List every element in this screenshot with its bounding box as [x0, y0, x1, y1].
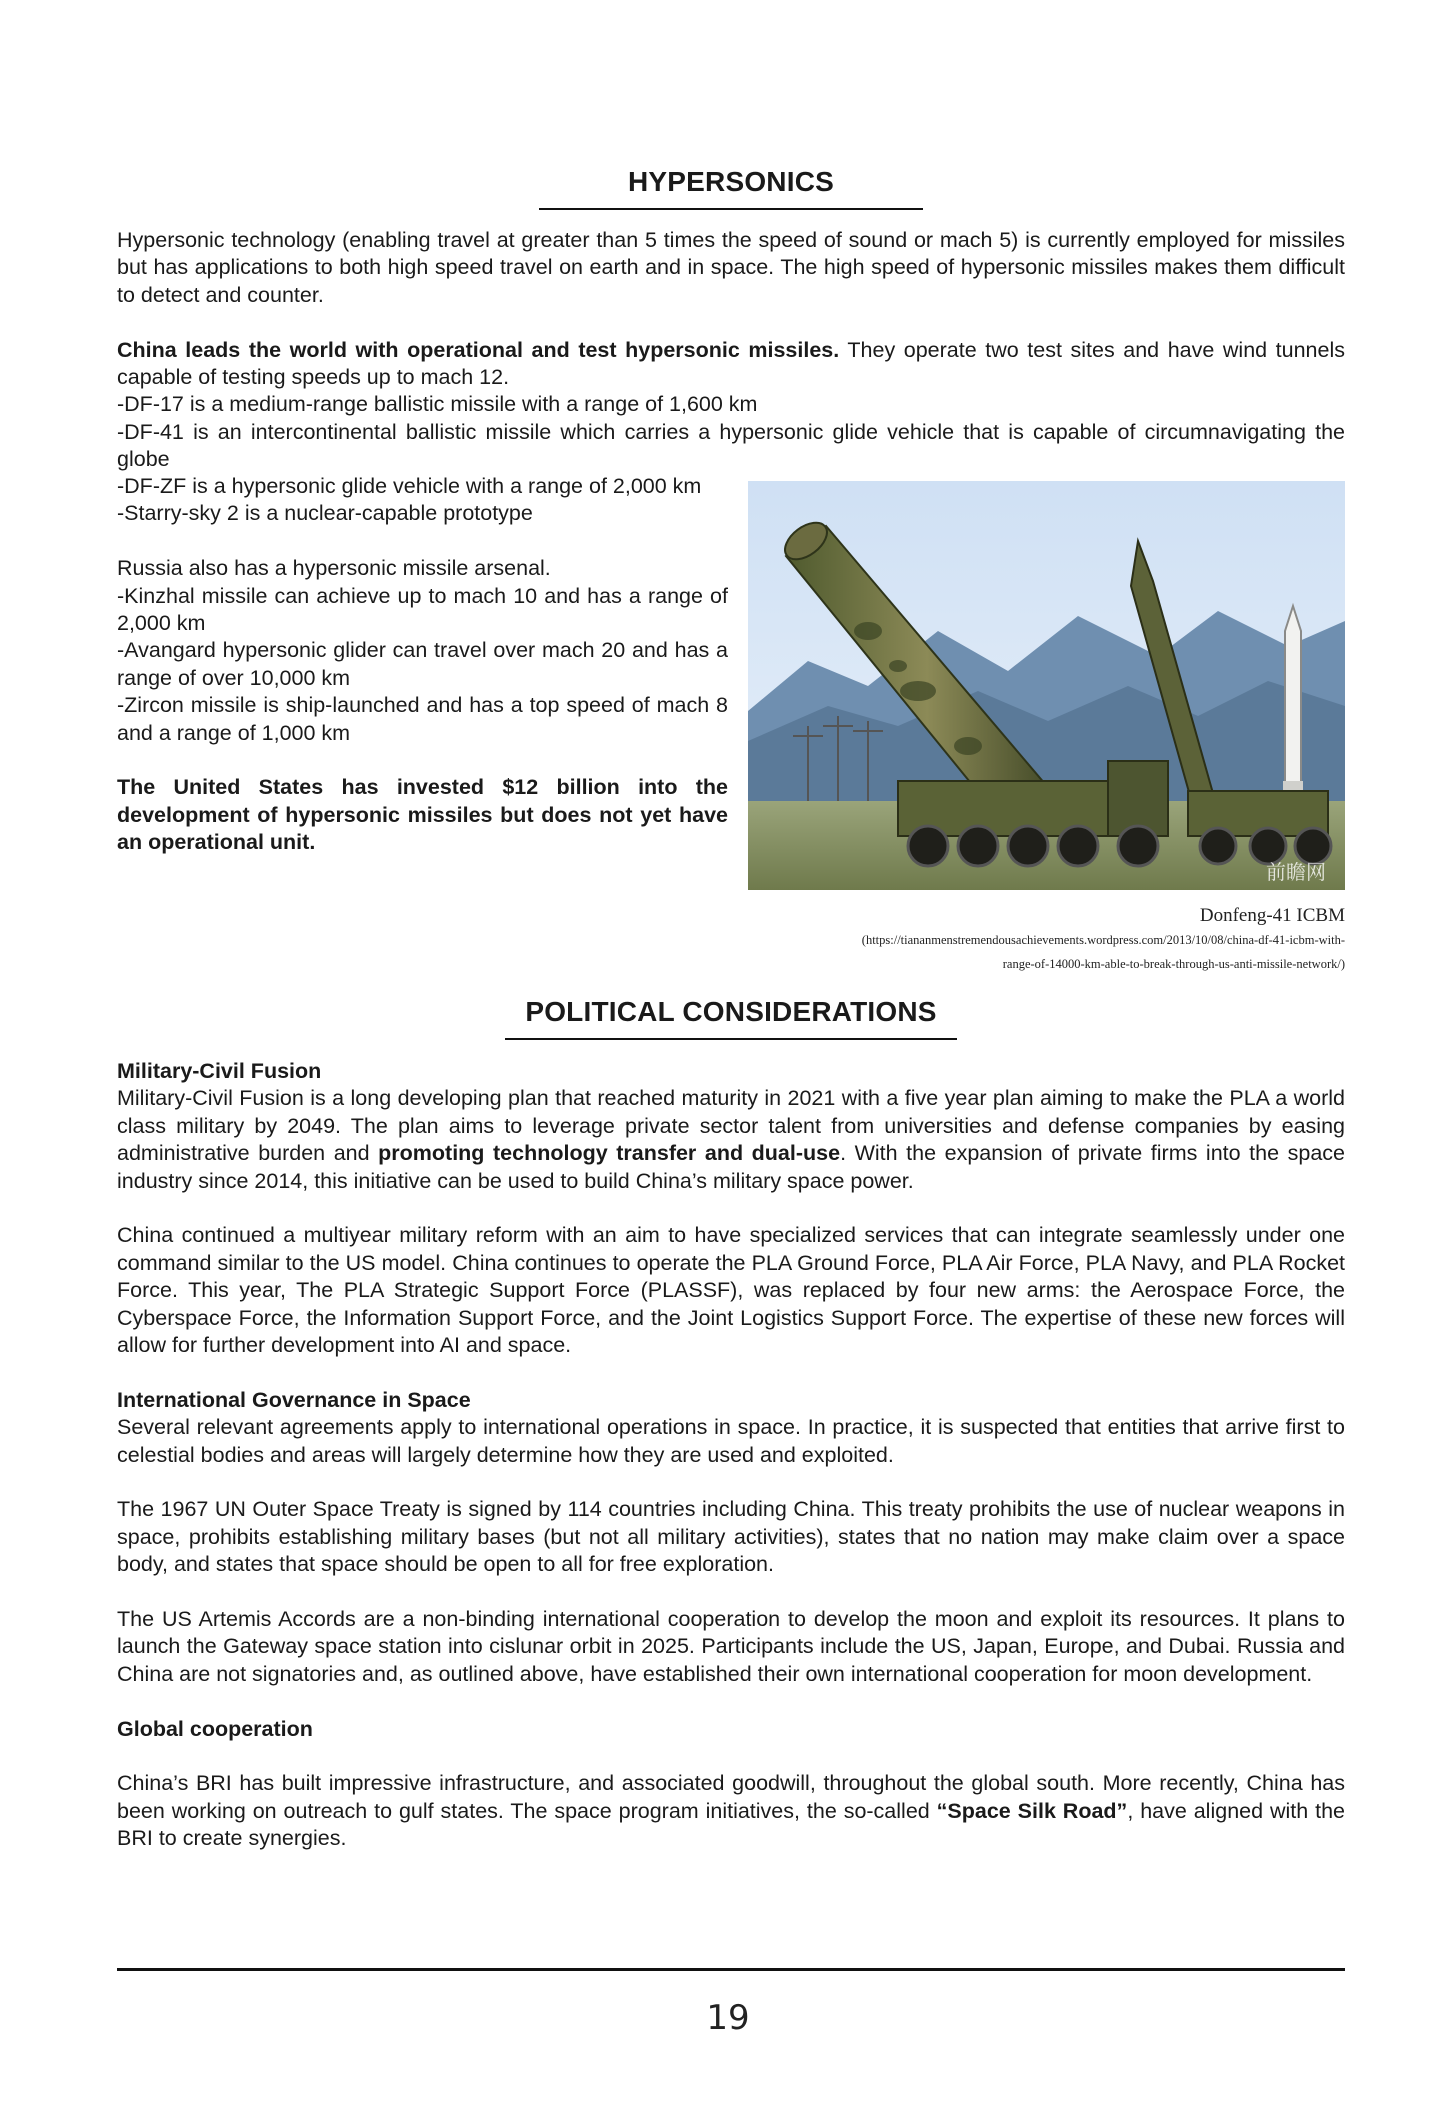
china-hypersonics-paragraph [117, 337, 1345, 392]
photo-source-line-1: (https://tiananmenstremendousachievements.wordpress.com/2013/10/08/china-df-41-icbm-with- [861, 933, 1345, 947]
hypersonics-left-column [117, 473, 728, 857]
photo-caption: Donfeng-41 ICBM [1199, 905, 1345, 926]
russia-item-avangard: -Avangard hypersonic glider can travel over mach 20 and has a range of over 10,000 km [117, 638, 728, 690]
us-hypersonics-bold-text: The United States has invested $12 billion into the development of hypersonic missiles but does not yet have an operational unit. [117, 775, 728, 855]
photo-caption-block [700, 904, 1345, 976]
hypersonics-heading: HYPERSONICS [627, 166, 835, 197]
hypersonics-section-header [117, 166, 1345, 210]
gc-p1-text-b: , have aligned with the BRI to create synergies. [117, 1798, 1345, 1851]
china-lead-details: They operate two test sites and have wind tunnels capable of testing speeds up to mach 12. [117, 337, 1345, 390]
igs-subheading: International Governance in Space [117, 1387, 471, 1412]
hypersonics-heading-underline [539, 208, 923, 210]
mcf-subheading: Military-Civil Fusion [117, 1059, 322, 1083]
china-item-starry-sky: -Starry-sky 2 is a nuclear-capable prototype [117, 501, 533, 526]
hypersonics-intro-paragraph: Hypersonic technology (enabling travel at greater than 5 times the speed of sound or mach 5) is currently employed for missiles but has applications to both high speed travel on earth and in space. The high speed of hypersonic missiles makes them difficult to detect and counter. [117, 228, 1345, 307]
photo-source-line-2: range-of-14000-km-able-to-break-through-us-anti-missile-network/) [1002, 957, 1345, 971]
political-heading-underline [505, 1038, 957, 1040]
russia-item-zircon: -Zircon missile is ship-launched and has a top speed of mach 8 and a range of 1,000 km [117, 693, 728, 745]
russia-item-kinzhal: -Kinzhal missile can achieve up to mach 10 and has a range of 2,000 km [117, 583, 728, 636]
china-lead-statement: China leads the world with operational and test hypersonic missiles. [117, 337, 840, 362]
mcf-p1-text-b: . With the expansion of private firms into the space industry since 2014, this initiative can be used to build China’s military space power. [117, 1141, 1345, 1193]
gc-p1-text-a: China’s BRI has built impressive infrastructure, and associated goodwill, throughout the global south. More recently, China has been working on outreach to gulf states. The space program initiatives, the so-called [117, 1771, 1345, 1823]
footer-divider [117, 1968, 1345, 1971]
china-item-df41: -DF-41 is an intercontinental ballistic missile which carries a hypersonic glide vehicle that is capable of circumnavigating the globe [117, 419, 1345, 472]
mcf-paragraph-1 [117, 1085, 1345, 1195]
political-body [117, 1058, 1345, 1853]
igs-paragraph-1: Several relevant agreements apply to international operations in space. In practice, it is suspected that entities that arrive first to celestial bodies and areas will largely determine how they are used and exploited. [117, 1415, 1345, 1467]
hypersonics-intro-block [117, 227, 1345, 474]
mcf-paragraph-2: China continued a multiyear military reform with an aim to have specialized services that can integrate seamlessly under one command similar to the US model. China continues to operate the PLA Ground Force, PLA Air Force, PLA Navy, and PLA Rocket Force. This year, The PLA Strategic Support Force (PLASSF), was replaced by four new arms: the Aerospace Force, the Cyberspace Force, the Information Support Force, and the Joint Logistics Support Force. The expertise of these new forces will allow for further development into AI and space. [117, 1223, 1345, 1358]
gc-subheading: Global cooperation [117, 1716, 313, 1741]
political-section-header [117, 996, 1345, 1040]
mcf-p1-bold: promoting technology transfer and dual-use [378, 1141, 841, 1166]
gc-paragraph-1 [117, 1770, 1345, 1852]
mcf-p1-text-a: Military-Civil Fusion is a long developing plan that reached maturity in 2021 with a five year plan aiming to make the PLA a world class military by 2049. The plan aims to leverage private sector talent from universities and defense companies by easing administrative burden and [117, 1086, 1345, 1166]
page-number: 19 [706, 1998, 750, 2038]
df41-missile-photo [748, 481, 1345, 890]
china-item-df17: -DF-17 is a medium-range ballistic missile with a range of 1,600 km [117, 392, 758, 417]
us-hypersonics-statement [117, 774, 728, 856]
igs-paragraph-3: The US Artemis Accords are a non-binding international cooperation to develop the moon and exploit its resources. It plans to launch the Gateway space station into cislunar orbit in 2025. Participants include the US, Japan, Europe, and Dubai. Russia and China are not signatories and, as outlined above, have established their own international cooperation for moon development. [117, 1607, 1345, 1686]
igs-paragraph-2: The 1967 UN Outer Space Treaty is signed by 114 countries including China. This treaty prohibits the use of nuclear weapons in space, prohibits establishing military bases (but not all military activities), states that no nation may make claim over a space body, and states that space should be open to all for free exploration. [117, 1497, 1345, 1577]
political-heading: POLITICAL CONSIDERATIONS [525, 996, 937, 1027]
china-item-dfzf: -DF-ZF is a hypersonic glide vehicle with a range of 2,000 km [117, 474, 702, 498]
russia-intro: Russia also has a hypersonic missile arsenal. [117, 556, 551, 581]
photo-watermark: 前瞻网 [1266, 860, 1326, 884]
gc-p1-bold: “Space Silk Road” [936, 1798, 1128, 1823]
